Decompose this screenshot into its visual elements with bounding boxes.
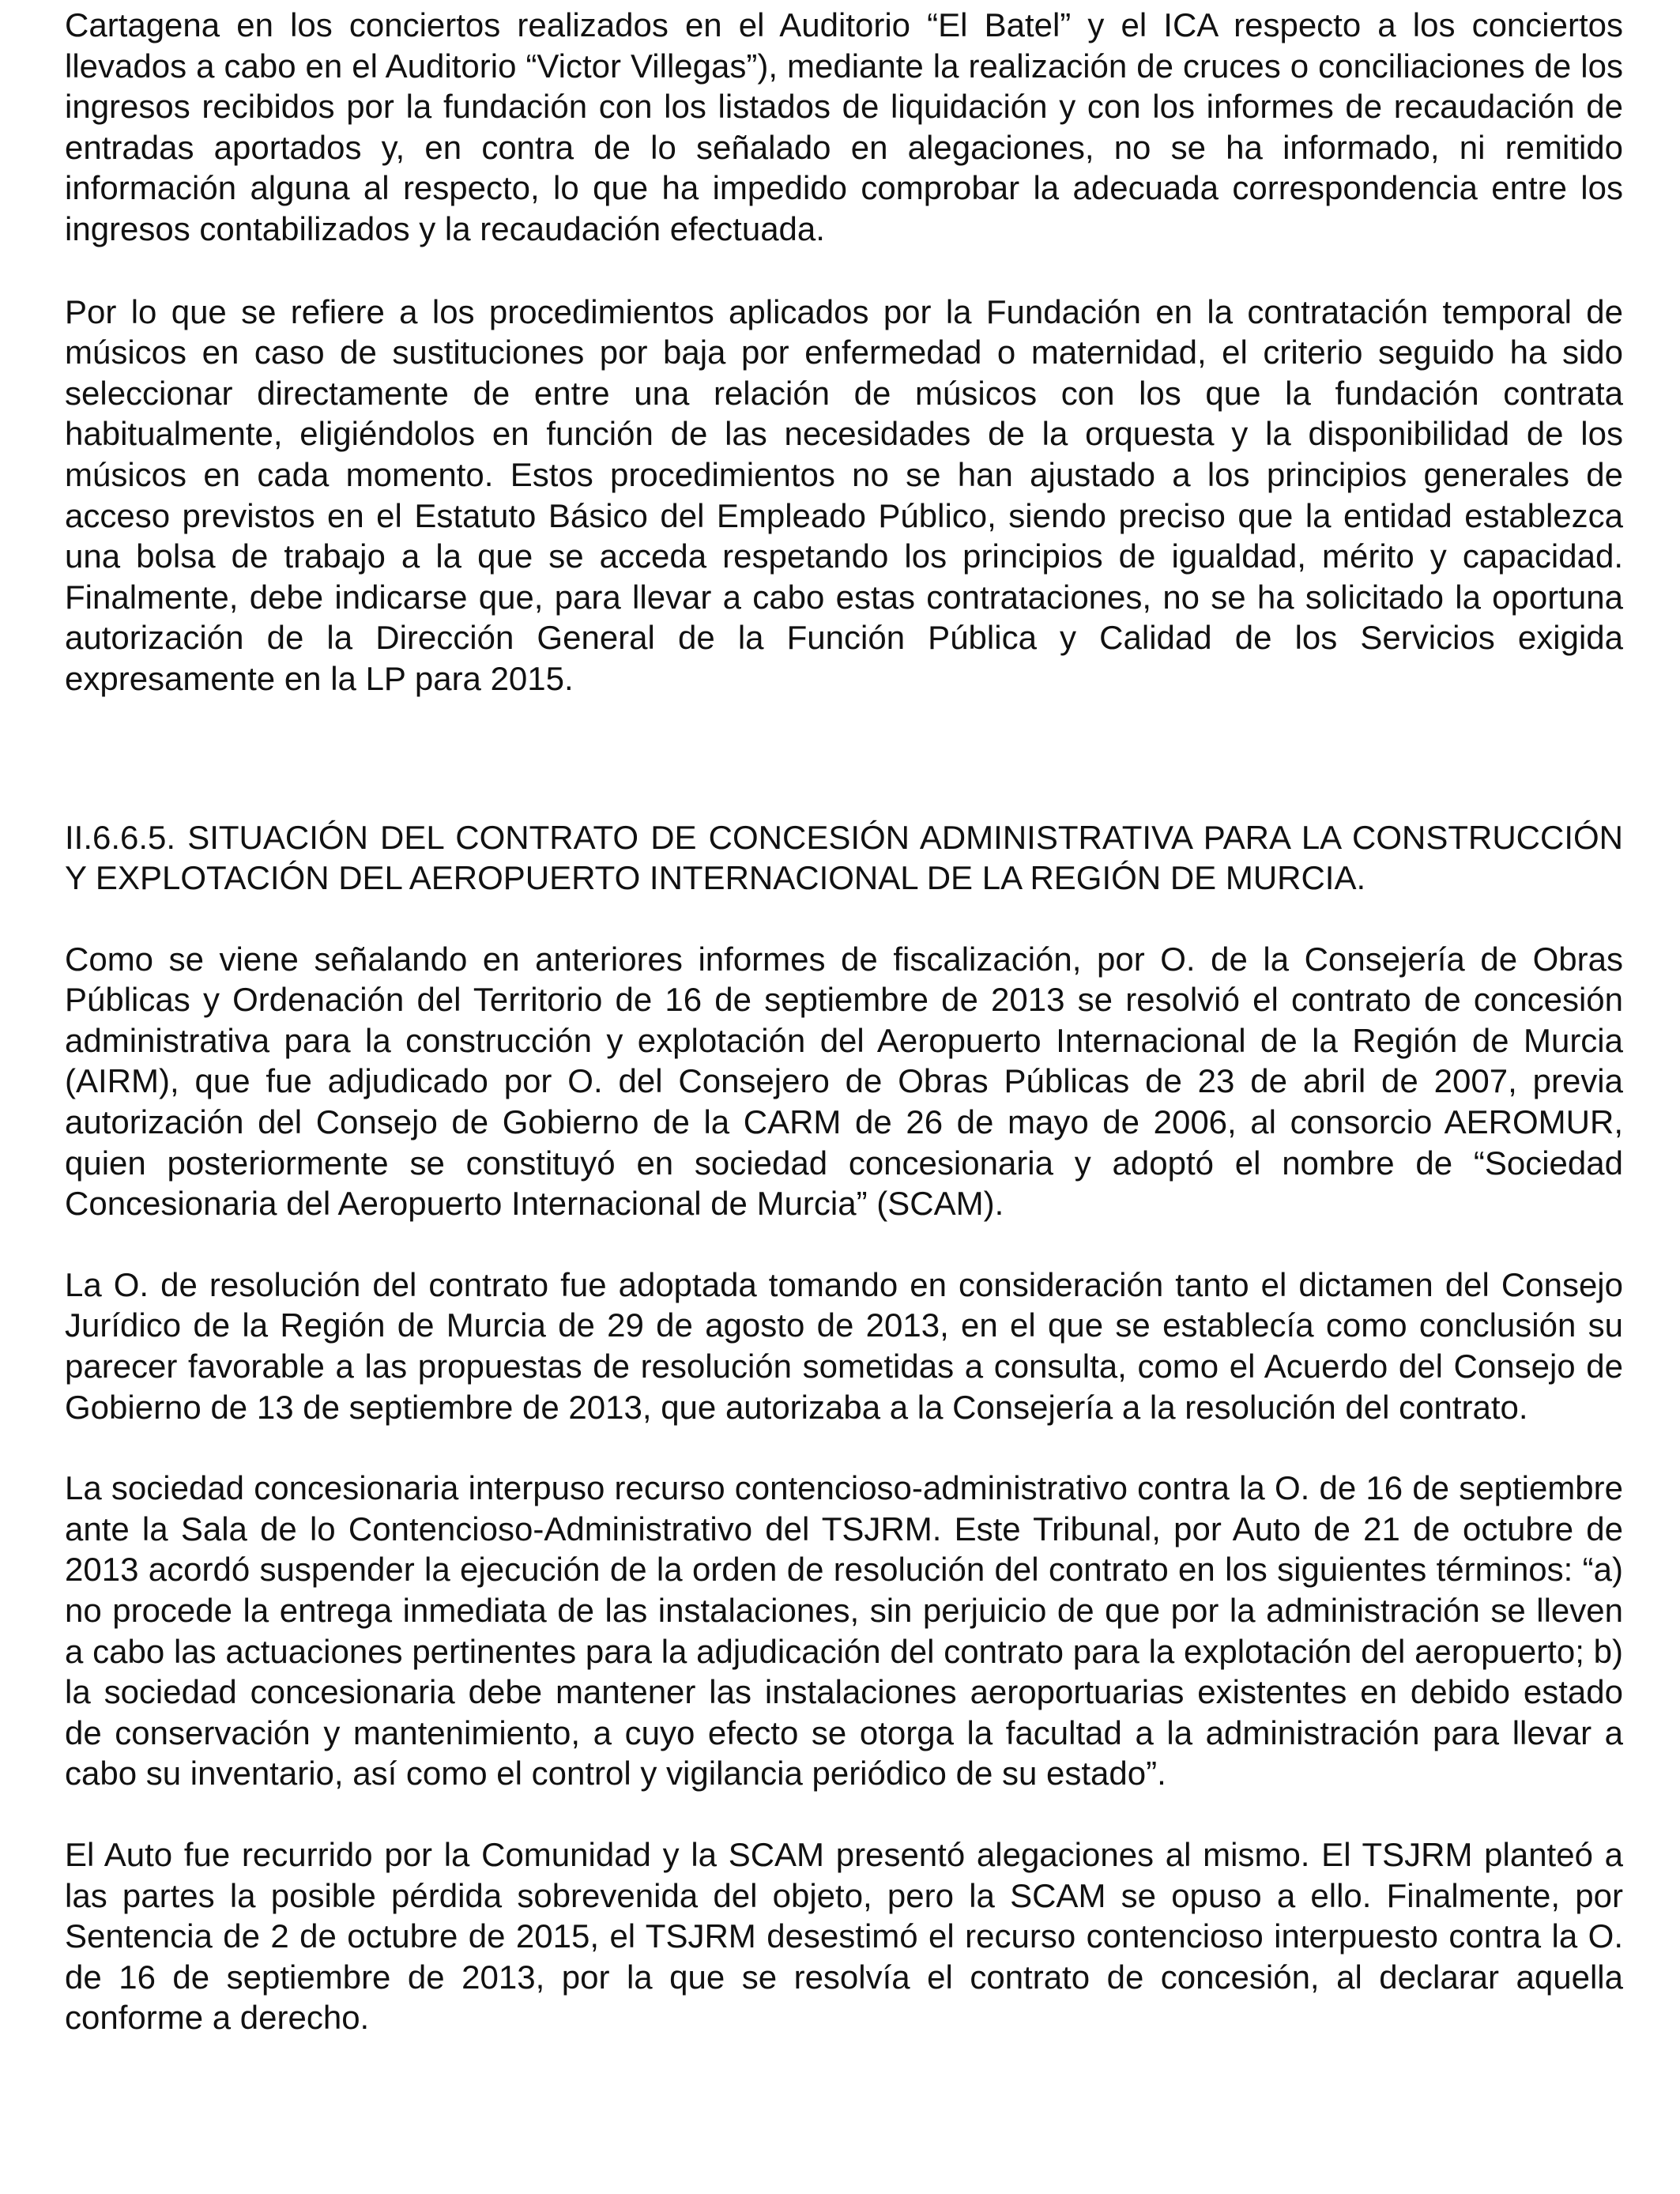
paragraph-recurso-contencioso: La sociedad concesionaria interpuso recurso contencioso-administrativo contra la O. de 16 de septiembre ante la Sala de lo Contencioso-Administrativo del TSJRM. Este Tribunal, por Auto de 21 de octubre de 2013 acordó suspender la ejecución de la orden de resolución del contrato en los siguientes términos: “a) no procede la entrega inmediata de las instalaciones, sin perjuicio de que por la administración se lleven a cabo las actuaciones pertinentes para la adjudicación del contrato para la explotación del aeropuerto; b) la sociedad concesionaria debe mantener las instalaciones aeroportuarias existentes en debido estado de conservación y mantenimiento, a cuyo efecto se otorga la facultad a la administración para llevar a cabo su inventario, así como el control y vigilancia periódico de su estado”. (65, 1469, 1623, 1793)
paragraph-conciertos-ingresos: Cartagena en los conciertos realizados en el Auditorio “El Batel” y el ICA respecto a los conciertos llevados a cabo en el Auditorio “Victor Villegas”), mediante la realización de cruces o conciliaciones de los ingresos recibidos por la fundación con los listados de liquidación y con los informes de recaudación de entradas aportados y, en contra de lo señalado en alegaciones, no se ha informado, ni remitido información alguna al respecto, lo que ha impedido comprobar la adecuada correspondencia entre los ingresos contabilizados y la recaudación efectuada. (65, 6, 1623, 247)
paragraph-sentencia: El Auto fue recurrido por la Comunidad y la SCAM presentó alegaciones al mismo. El TSJRM planteó a las partes la posible pérdida sobrevenida del objeto, pero la SCAM se opuso a ello. Finalmente, por Sentencia de 2 de octubre de 2015, el TSJRM desestimó el recurso contencioso interpuesto contra la O. de 16 de septiembre de 2013, por la que se resolvía el contrato de concesión, al declarar aquella conforme a derecho. (65, 1835, 1623, 2037)
paragraph-dictamen-consejo: La O. de resolución del contrato fue adoptada tomando en consideración tanto el dictamen del Consejo Jurídico de la Región de Murcia de 29 de agosto de 2013, en el que se establecía como conclusión su parecer favorable a las propuestas de resolución sometidas a consulta, como el Acuerdo del Consejo de Gobierno de 13 de septiembre de 2013, que autorizaba a la Consejería a la resolución del contrato. (65, 1265, 1623, 1426)
section-heading-aeropuerto: II.6.6.5. SITUACIÓN DEL CONTRATO DE CONCESIÓN ADMINISTRATIVA PARA LA CONSTRUCCIÓN Y EXPLOTACIÓN DEL AEROPUERTO INTERNACIONAL DE LA REGIÓN DE MURCIA. (65, 818, 1623, 897)
paragraph-resolucion-contrato: Como se viene señalando en anteriores informes de fiscalización, por O. de la Consejería de Obras Públicas y Ordenación del Territorio de 16 de septiembre de 2013 se resolvió el contrato de concesión administrativa para la construcción y explotación del Aeropuerto Internacional de la Región de Murcia (AIRM), que fue adjudicado por O. del Consejero de Obras Públicas de 23 de abril de 2007, previa autorización del Consejo de Gobierno de la CARM de 26 de mayo de 2006, al consorcio AEROMUR, quien posteriormente se constituyó en sociedad concesionaria y adoptó el nombre de “Sociedad Concesionaria del Aeropuerto Internacional de Murcia” (SCAM). (65, 940, 1623, 1223)
document-page (65, 5, 1623, 2038)
paragraph-contratacion-musicos: Por lo que se refiere a los procedimientos aplicados por la Fundación en la contratación temporal de músicos en caso de sustituciones por baja por enfermedad o maternidad, el criterio seguido ha sido seleccionar directamente de entre una relación de músicos con los que la fundación contrata habitualmente, eligiéndolos en función de las necesidades de la orquesta y la disponibilidad de los músicos en cada momento. Estos procedimientos no se han ajustado a los principios generales de acceso previstos en el Estatuto Básico del Empleado Público, siendo preciso que la entidad establezca una bolsa de trabajo a la que se acceda respetando los principios de igualdad, mérito y capacidad. Finalmente, debe indicarse que, para llevar a cabo estas contrataciones, no se ha solicitado la oportuna autorización de la Dirección General de la Función Pública y Calidad de los Servicios exigida expresamente en la LP para 2015. (65, 292, 1623, 697)
